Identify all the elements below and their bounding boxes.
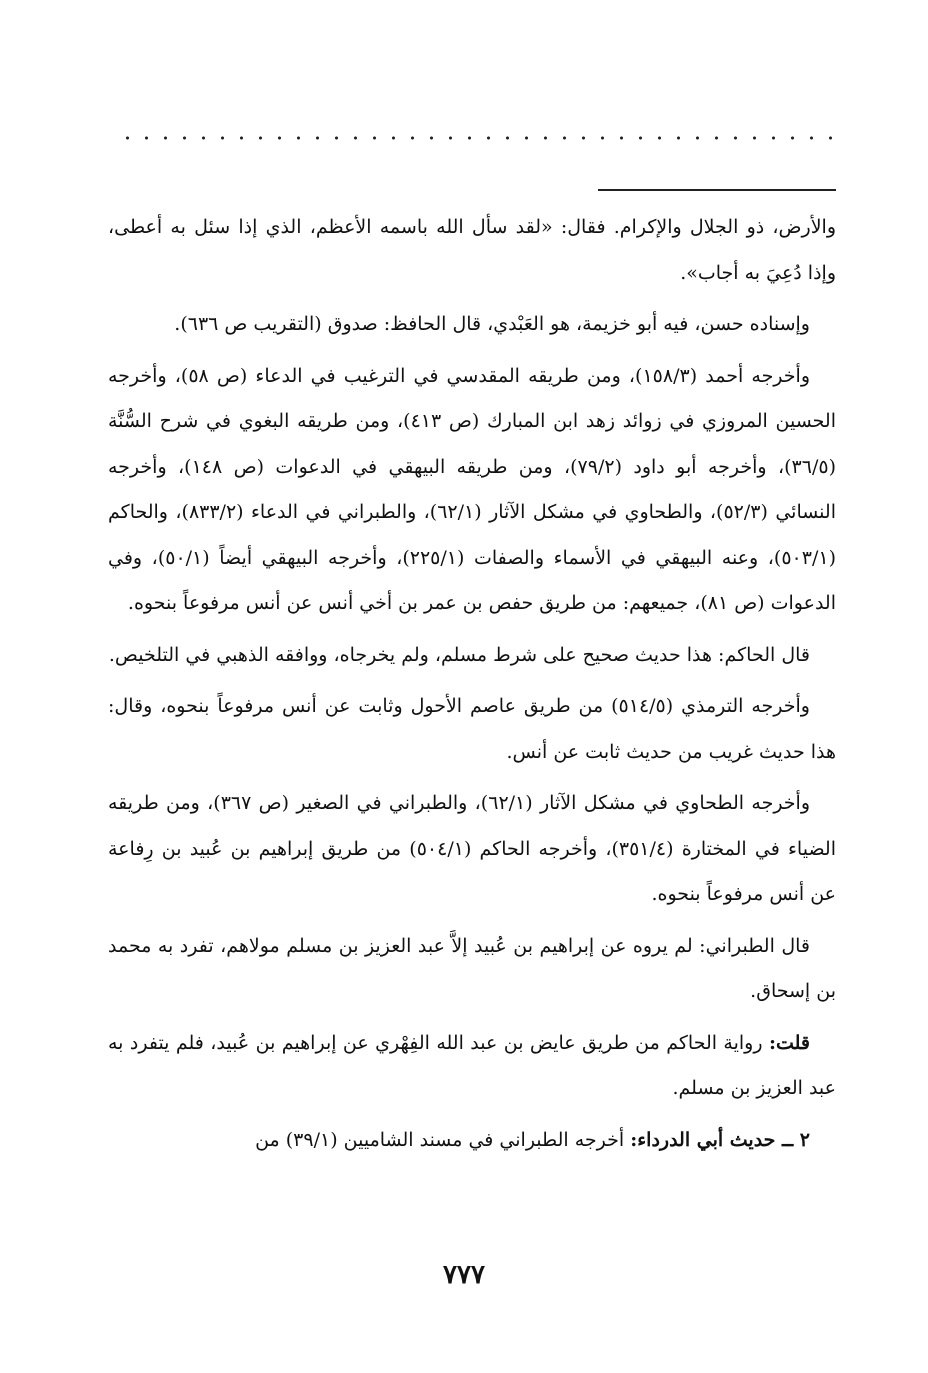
dotted-separator [118,136,834,140]
page-number: ٧٧٧ [443,1260,485,1290]
footnote-rule [598,189,836,191]
footnote-paragraph-2: وإسناده حسن، فيه أبو خزيمة، هو العَبْدي، قال الحافظ: صدوق (التقريب ص ٦٣٦). [174,313,810,335]
paragraph-9-lead: ٢ ــ حديث أبي الدرداء: [630,1128,810,1151]
footnote-paragraph-4: قال الحاكم: هذا حديث صحيح على شرط مسلم، ولم يخرجاه، ووافقه الذهبي في التلخيص. [108,643,810,666]
footnote-paragraph-8 [108,1021,836,1112]
paragraph-8-text: رواية الحاكم من طريق عايض بن عبد الله الفِهْري عن إبراهيم بن عُبيد، فلم يتفرد به عبد العزيز بن مسلم. [108,1031,836,1099]
footnote-paragraph-3: وأخرجه أحمد (١٥٨/٣)، ومن طريقه المقدسي في الترغيب في الدعاء (ص ٥٨)، وأخرجه الحسين المروزي في زوائد زهد ابن المبارك (ص ٤١٣)، ومن طريقه البغوي في شرح السُّنَّة (٣٦/٥)، وأخرجه أبو داود (٧٩/٢)، ومن طريقه البيهقي في الدعوات (ص ١٤٨)، وأخرجه النسائي (٥٢/٣)، والطحاوي في مشكل الآثار (٦٢/١)، والطبراني في الدعاء (٨٣٣/٢)، والحاكم (٥٠٣/١)، وعنه البيهقي في الأسماء والصفات (٢٢٥/١)، وأخرجه البيهقي أيضاً (٥٠/١)، وفي الدعوات (ص ٨١)، جميعهم: من طريق حفص بن عمر بن أخي أنس عن أنس مرفوعاً بنحوه. [108,364,836,614]
footnote-text-block [108,205,836,1169]
footnote-paragraph-1: والأرض، ذو الجلال والإكرام. فقال: «لقد سأل الله باسمه الأعظم، الذي إذا سئل به أعطى، وإذا دُعِيَ به أجاب». [108,216,836,284]
footnote-paragraph-9 [108,1118,836,1164]
footnote-paragraph-7: قال الطبراني: لم يروه عن إبراهيم بن عُبيد إلاَّ عبد العزيز بن مسلم مولاهم، تفرد به محمد بن إسحاق. [108,934,836,1002]
paragraph-9-text: أخرجه الطبراني في مسند الشاميين (٣٩/١) من [255,1128,631,1151]
footnote-paragraph-5: وأخرجه الترمذي (٥١٤/٥) من طريق عاصم الأحول وثابت عن أنس مرفوعاً بنحوه، وقال: هذا حديث غريب من حديث ثابت عن أنس. [108,695,836,763]
paragraph-8-lead: قلت: [768,1031,810,1054]
footnote-paragraph-6: وأخرجه الطحاوي في مشكل الآثار (٦٢/١)، والطبراني في الصغير (ص ٣٦٧)، ومن طريقه الضياء في المختارة (٣٥١/٤)، وأخرجه الحاكم (٥٠٤/١) من طريق إبراهيم بن عُبيد بن رِفاعة عن أنس مرفوعاً بنحوه. [108,792,836,905]
